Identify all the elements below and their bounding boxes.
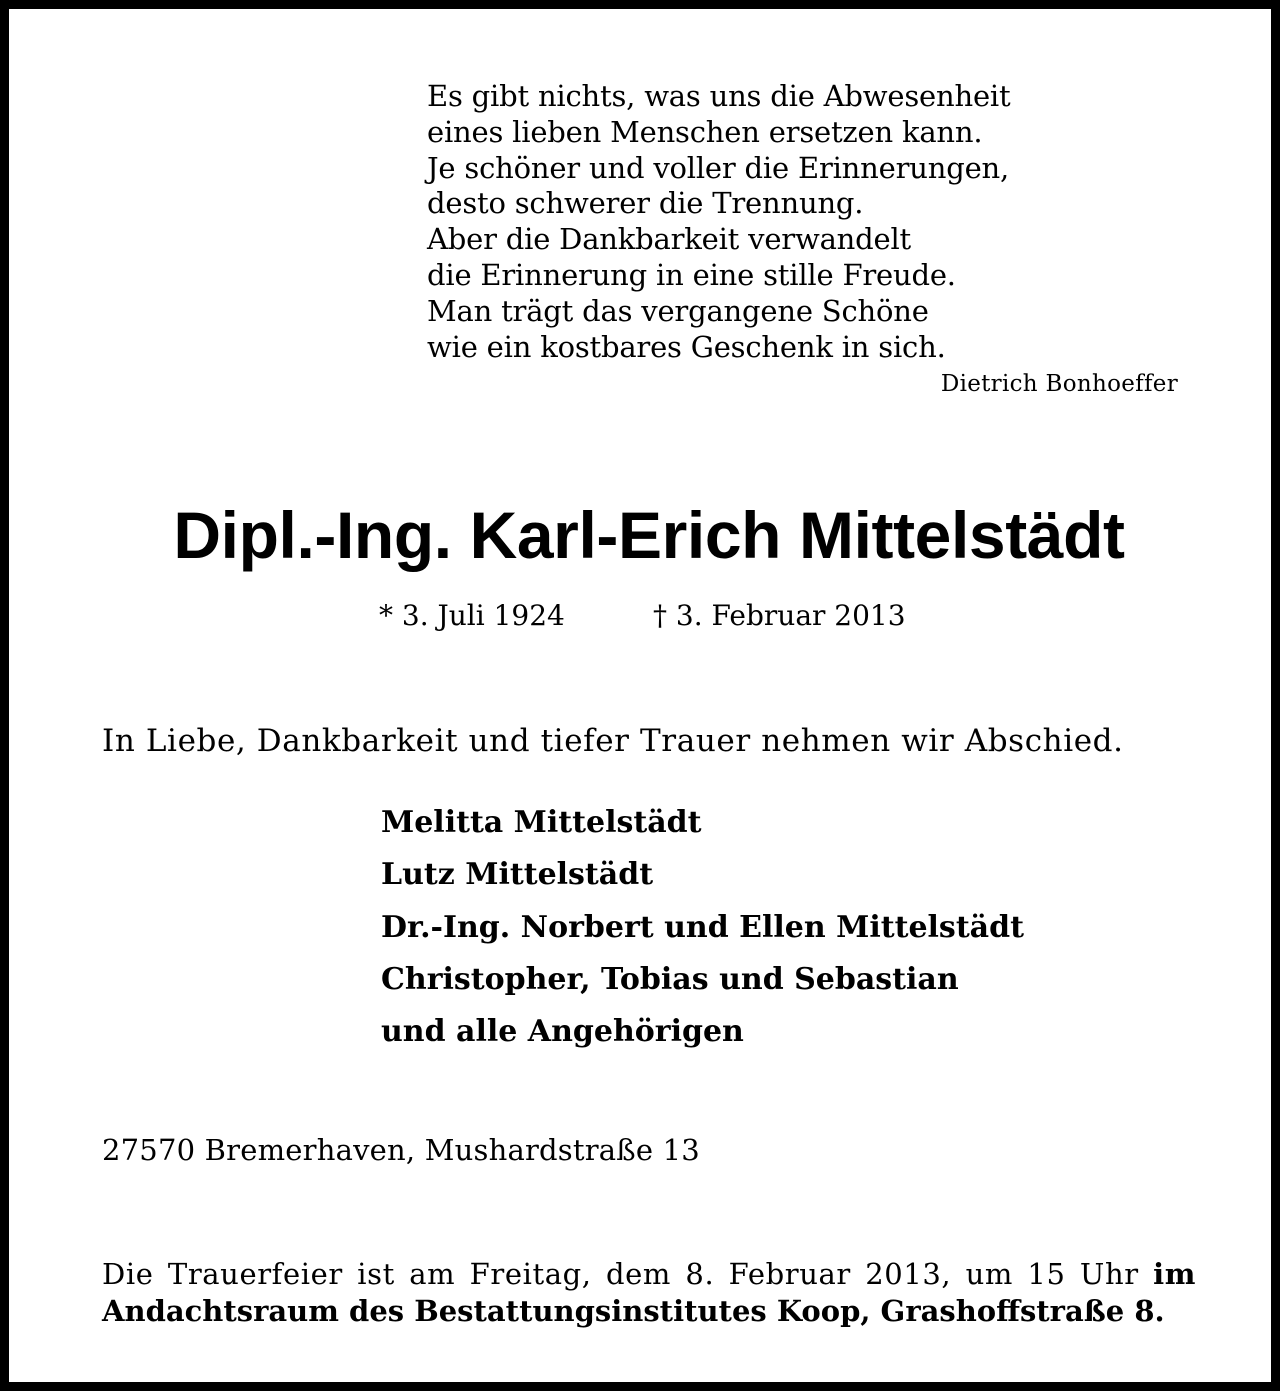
poem-line: desto schwerer die Trennung. [427,186,864,221]
poem-author: Dietrich Bonhoeffer [940,371,1178,397]
mourner-name: und alle Angehörigen [381,1014,744,1050]
address: 27570 Bremerhaven, Mushardstraße 13 [102,1133,700,1167]
mourner-name: Dr.-Ing. Norbert und Ellen Mittelstädt [381,909,1024,945]
poem-line: die Erinnerung in eine stille Freude. [427,257,956,292]
death-date: † 3. Februar 2013 [653,599,906,632]
poem-line: Es gibt nichts, was uns die Abwesenheit [427,79,1011,113]
funeral-location-start: im [1153,1257,1196,1291]
mourners-list [381,797,1024,1058]
deceased-name: Dipl.-Ing. Karl-Erich Mittelstädt [173,498,1125,572]
poem [427,79,1010,365]
funeral-line [102,1256,1196,1293]
poem-line: Je schöner und voller die Erinnerungen, [427,150,1010,185]
funeral-intro: Die Trauerfeier ist am Freitag, dem 8. Februar 2013, um 15 Uhr [102,1257,1139,1291]
poem-line: Man trägt das vergangene Schöne [427,293,929,328]
mourner-name: Christopher, Tobias und Sebastian [381,961,959,997]
poem-line: eines lieben Menschen ersetzen kann. [427,114,983,149]
mourner-name: Melitta Mittelstädt [381,805,702,840]
poem-line: Aber die Dankbarkeit verwandelt [427,222,912,257]
funeral-info [102,1256,1196,1330]
poem-line: wie ein kostbares Geschenk in sich. [427,329,946,364]
mourner-name: Lutz Mittelstädt [381,857,654,893]
birth-date: * 3. Juli 1924 [379,599,565,632]
farewell-text: In Liebe, Dankbarkeit und tiefer Trauer nehmen wir Abschied. [102,723,1124,759]
funeral-location: Andachtsraum des Bestattungsinstitutes Koop, Grashoffstraße 8. [102,1294,1165,1328]
